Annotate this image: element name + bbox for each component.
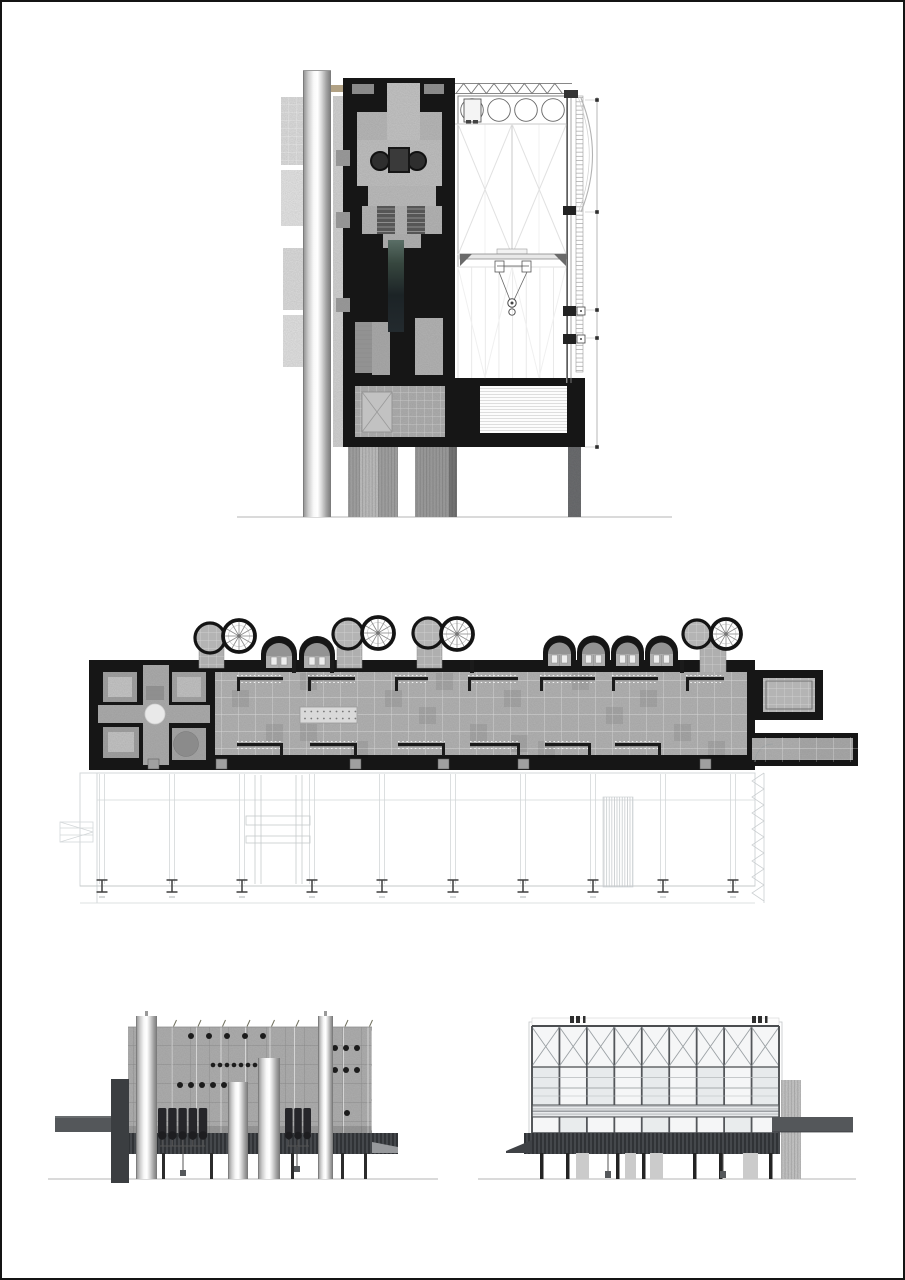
right-beam bbox=[772, 1117, 853, 1132]
pier-striation bbox=[348, 447, 398, 517]
pier-striation-2 bbox=[415, 447, 457, 517]
tower-shaft bbox=[388, 240, 404, 332]
facade-end-panels bbox=[372, 1031, 391, 1130]
right-drop-rods bbox=[605, 1153, 726, 1178]
left-elevation bbox=[48, 1011, 438, 1183]
drawing-canvas bbox=[2, 2, 903, 1278]
roof-ticks bbox=[149, 1020, 373, 1027]
ghost-striped-block bbox=[603, 797, 633, 887]
ghost-chevron-edge bbox=[752, 773, 764, 903]
left-slab bbox=[111, 1079, 129, 1183]
backdrop-grid bbox=[281, 97, 303, 165]
ghost-structure-plan bbox=[60, 773, 764, 903]
ghost-left-jetty bbox=[60, 822, 93, 842]
stair-flight bbox=[355, 322, 372, 373]
plan-dark-circle bbox=[174, 732, 199, 757]
right-piers-light bbox=[576, 1153, 758, 1179]
right-elevation bbox=[478, 1016, 856, 1179]
ghost-column-lines bbox=[100, 774, 736, 884]
plan-light-circle bbox=[145, 704, 165, 724]
plan-drawing bbox=[60, 617, 858, 903]
i-beam-columns bbox=[97, 880, 739, 897]
section-drawing bbox=[237, 70, 672, 517]
hung-unit bbox=[464, 99, 481, 122]
parapet-strip bbox=[532, 1018, 779, 1026]
left-beam bbox=[55, 1116, 111, 1132]
pilotis-pipe-column bbox=[303, 70, 331, 517]
plan-long-table bbox=[300, 707, 357, 723]
base-wedge-left bbox=[506, 1140, 532, 1153]
